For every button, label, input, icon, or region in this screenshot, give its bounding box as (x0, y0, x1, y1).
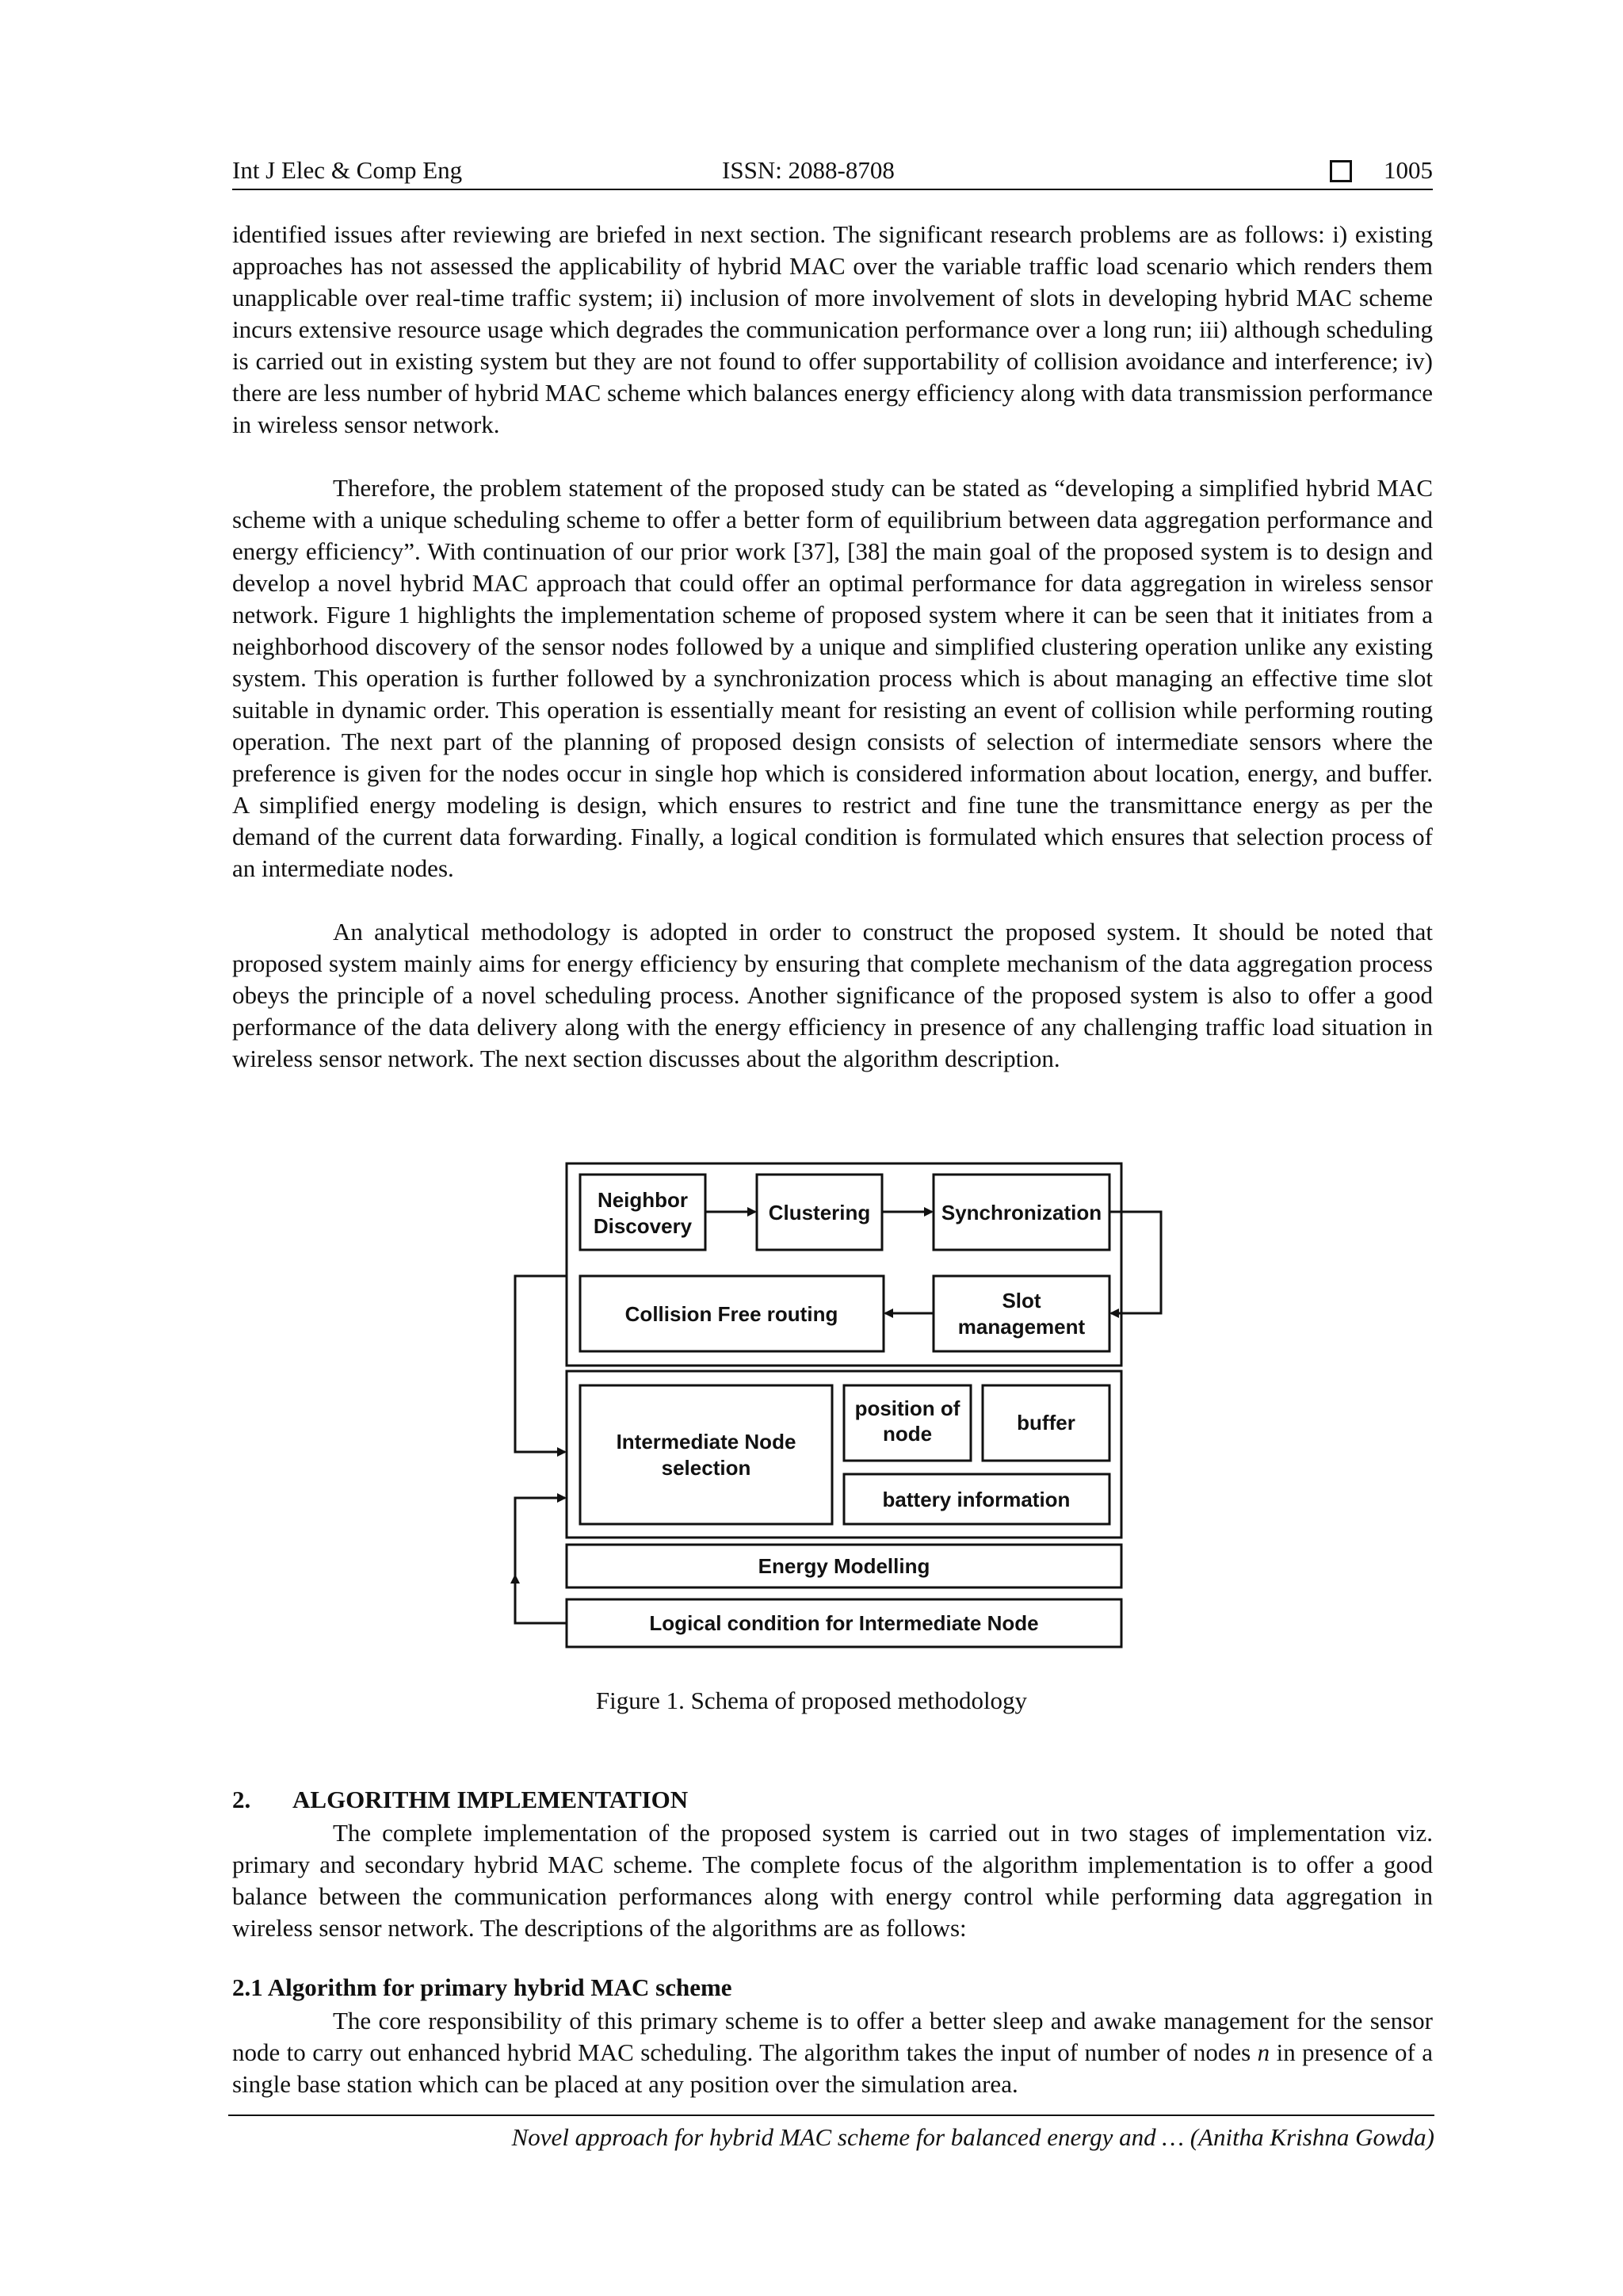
buffer-label: buffer (1017, 1411, 1075, 1435)
arrow-sync-to-slot (1109, 1212, 1161, 1313)
section-2-1-text-start: The core responsibility of this primary scheme is to offer a better sleep and awake management for the sensor node to carry out enhanced hybrid MAC scheduling. The algorithm takes the input of number of nodes (232, 2007, 1433, 2066)
energy-modelling-label: Energy Modelling (758, 1554, 930, 1578)
intermediate-label-line2: selection (661, 1456, 751, 1480)
schema-diagram (491, 1157, 1173, 1656)
page-number-group (1330, 154, 1433, 187)
section-2-number: 2. (232, 1786, 251, 1813)
slot-label-line1: Slot (1002, 1289, 1041, 1312)
intermediate-node-selection-box (580, 1385, 832, 1524)
collision-free-routing-label: Collision Free routing (624, 1302, 838, 1326)
header-rule (232, 189, 1433, 190)
section-2-paragraph: The complete implementation of the proposed system is carried out in two stages of implementation viz. primary and secondary hybrid MAC scheme. The complete focus of the algorithm implementation is to offer a good balance between the communication performances along with energy control while performing data aggregation in wireless sensor network. The descriptions of the algorithms are as follows: (232, 1819, 1433, 1942)
section-2-heading (232, 1783, 688, 1817)
running-footer: Novel approach for hybrid MAC scheme for balanced energy and … (Anitha Krishna Gowda) (511, 2123, 1434, 2151)
arrow-routing-to-selection (515, 1276, 567, 1452)
section-2-1-paragraph (232, 2005, 1433, 2100)
battery-label: battery information (882, 1488, 1071, 1511)
position-label-line1: position of (854, 1396, 960, 1420)
neighbor-label-line1: Neighbor (597, 1188, 689, 1212)
issn: ISSN: 2088-8708 (722, 156, 895, 184)
intro-paragraph-1: identified issues after reviewing are briefed in next section. The significant research problems are as follows: i) existing approaches has not assessed the applicability of hybrid MAC over the variable traffic load scenario which renders them unapplicable over real-time traffic system; ii) inclusion of more involvement of slots in developing hybrid MAC scheme incurs extensive resource usage which degrades the communication performance over a long run; iii) although scheduling is carried out in existing system but they are not found to offer supportability of collision avoidance and interference; iv) there are less number of hybrid MAC scheme which balances energy efficiency along with data transmission performance in wireless sensor network. (232, 220, 1433, 438)
neighbor-discovery-box (580, 1175, 705, 1250)
intro-paragraph-2: Therefore, the problem statement of the proposed study can be stated as “developing a simplified hybrid MAC scheme with a unique scheduling scheme to offer a better form of equilibrium between data aggregation performance and energy efficiency”. With continuation of our prior work [37], [38] the main goal of the proposed system is to design and develop a novel hybrid MAC approach that could offer an optimal performance for data aggregation in wireless sensor network. Figure 1 highlights the implementation scheme of proposed system where it can be seen that it initiates from a neighborhood discovery of the sensor nodes followed by a unique and simplified clustering operation unlike any existing system. This operation is further followed by a synchronization process which is about managing an effective time slot suitable in dynamic order. This operation is essentially meant for resisting an event of collision while performing routing operation. The next part of the planning of proposed design consists of selection of intermediate sensors where the preference is given for the nodes occur in single hop which is considered information about location, energy, and buffer. A simplified energy modeling is design, which ensures to restrict and fine tune the transmittance energy as per the demand of the current data forwarding. Finally, a logical condition is formulated which ensures that selection process of an intermediate nodes. (232, 474, 1433, 882)
slot-management-box (934, 1276, 1109, 1351)
slot-label-line2: management (957, 1315, 1086, 1339)
methodology-figure (491, 1157, 1173, 1656)
arrow-logic-to-selection (515, 1498, 565, 1585)
footer-rule (228, 2115, 1434, 2116)
section-2-1-text-end: in presence of a single base station which can be placed at any position over the simulation area. (232, 2038, 1433, 2098)
intermediate-label-line1: Intermediate Node (616, 1430, 796, 1454)
neighbor-label-line2: Discovery (593, 1214, 693, 1238)
section-2-1-heading: 2.1 Algorithm for primary hybrid MAC scheme (232, 1973, 732, 2001)
logical-condition-label: Logical condition for Intermediate Node (649, 1611, 1039, 1635)
logical-condition-connector (515, 1585, 567, 1623)
page-number: 1005 (1384, 156, 1433, 184)
clustering-label: Clustering (768, 1201, 871, 1224)
journal-name: Int J Elec & Comp Eng (232, 156, 463, 184)
variable-n: n (1257, 2038, 1270, 2066)
position-label-line2: node (882, 1422, 933, 1446)
synchronization-label: Synchronization (941, 1201, 1102, 1224)
section-2-title: ALGORITHM IMPLEMENTATION (292, 1786, 689, 1813)
figure-caption: Figure 1. Schema of proposed methodology (595, 1687, 1028, 1714)
intro-paragraph-3: An analytical methodology is adopted in order to construct the proposed system. It should be noted that proposed system mainly aims for energy efficiency by ensuring that complete mechanism of the data aggregation process obeys the principle of a novel scheduling process. Another significance of the proposed system is also to offer a good performance of the data delivery along with the energy efficiency in presence of any challenging traffic load situation in wireless sensor network. The next section discusses about the algorithm description. (232, 918, 1433, 1072)
square-bullet-icon (1330, 160, 1352, 182)
